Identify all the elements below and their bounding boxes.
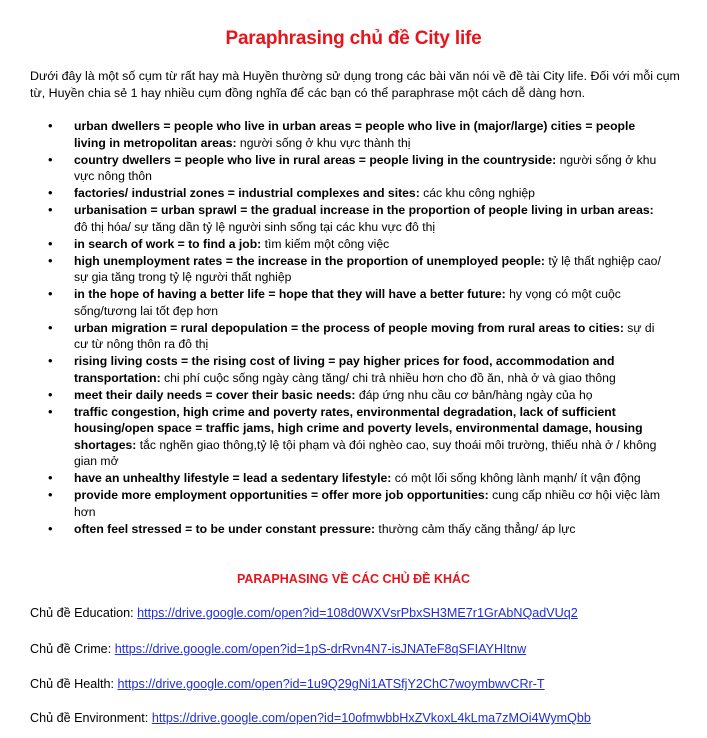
phrase-english: urban dwellers = people who live in urban areas = people who live in (major/large) cities = people living in metropolitan areas: <box>74 119 636 150</box>
topic-link[interactable]: https://drive.google.com/open?id=10ofmwbbHxZVkoxL4kLma7zMOi4WymQbb <box>151 711 591 725</box>
phrase-english: urbanisation = urban sprawl = the gradual increase in the proportion of people living in urban areas: <box>74 203 654 217</box>
phrase-vietnamese: chi phí cuộc sống ngày càng tăng/ chi trả nhiều hơn cho đồ ăn, nhà ở và giao thông <box>160 370 616 385</box>
intro-paragraph: Dưới đây là một số cụm từ rất hay mà Huyền thường sử dụng trong các bài văn nói về đề tài City life. Đối với mỗi cụm từ, Huyền chia sẻ 1 hay nhiều cụm đồng nghĩa để các bạn có thể paraphrase một cách dễ dàng hơn. <box>30 69 680 100</box>
phrase-vietnamese: đô thị hóa/ sự tăng dần tỷ lệ người sinh sống tại các khu vực đô thị <box>74 219 436 234</box>
phrase-english: factories/ industrial zones = industrial complexes and sites: <box>74 186 420 200</box>
topic-link[interactable]: https://drive.google.com/open?id=1u9Q29gNi1ATSfjY2ChC7woymbwvCRr-T <box>117 677 545 691</box>
phrase-english: often feel stressed = to be under constant pressure: <box>74 521 376 536</box>
topic-label: Chủ đề Crime: <box>30 642 115 656</box>
phrase-english: rising living costs = the rising cost of living = pay higher prices for food, accommodation and transportation: <box>74 354 615 385</box>
phrase-vietnamese: thường cảm thấy căng thẳng/ áp lực <box>375 521 576 536</box>
phrase-vietnamese: cung cấp nhiều cơ hội việc làm hơn <box>74 488 661 519</box>
phrase-english: country dwellers = people who live in rural areas = people living in the countryside: <box>74 152 557 167</box>
list-item <box>30 404 670 470</box>
phrase-vietnamese: tỷ lệ thất nghiệp cao/ sự gia tăng trong tỷ lệ người thất nghiệp <box>74 253 661 284</box>
list-item <box>30 253 670 286</box>
list-item <box>30 236 670 253</box>
phrase-english: in the hope of having a better life = hope that they will have a better future: <box>74 287 506 301</box>
phrase-vietnamese: tắc nghẽn giao thông,tỷ lệ tội phạm và đói nghèo cao, suy thoái môi trường, thiếu nhà ở / không gian mở <box>74 437 657 468</box>
page-title: Paraphrasing chủ đề City life <box>225 28 482 49</box>
phrase-vietnamese: người sống ở khu vực nông thôn <box>74 152 657 183</box>
topic-link[interactable]: https://drive.google.com/open?id=1pS-drRvn4N7-isJNATeF8qSFIAYHItnw <box>114 642 527 656</box>
topic-label: Chủ đề Health: <box>30 677 118 691</box>
topic-education <box>30 606 578 620</box>
topic-environment <box>30 711 591 725</box>
phrase-vietnamese: người sống ở khu vực thành thị <box>236 135 411 150</box>
phrase-vietnamese: sự di cư từ nông thôn ra đô thị <box>74 320 655 351</box>
list-item <box>30 487 670 520</box>
list-item <box>30 152 670 185</box>
phrase-english: traffic congestion, high crime and poverty rates, environmental degradation, lack of sufficient housing/open space = traffic jams, high crime and poverty levels, environmental damage, housing shortages: <box>74 404 643 452</box>
list-item <box>30 185 670 202</box>
phrase-vietnamese: các khu công nghiệp <box>419 186 535 200</box>
list-item <box>30 470 670 487</box>
list-item <box>30 320 670 353</box>
phrase-english: in search of work = to find a job: <box>74 236 262 251</box>
phrase-english: provide more employment opportunities = offer more job opportunities: <box>74 488 489 502</box>
topic-crime <box>30 642 526 656</box>
topic-label: Chủ đề Education: <box>30 606 138 620</box>
phrase-vietnamese: có một lối sống không lành mạnh/ ít vận động <box>391 471 641 485</box>
phrase-vietnamese: tìm kiếm một công việc <box>261 236 390 251</box>
phrase-english: have an unhealthy lifestyle = lead a sedentary lifestyle: <box>74 471 392 485</box>
topic-label: Chủ đề Environment: <box>30 711 152 725</box>
list-item <box>30 202 670 235</box>
list-item <box>30 353 670 386</box>
phrase-english: urban migration = rural depopulation = the process of people moving from rural areas to cities: <box>74 320 624 335</box>
phrase-english: meet their daily needs = cover their basic needs: <box>74 387 356 402</box>
list-item <box>30 387 670 404</box>
phrase-vietnamese: đáp ứng nhu cầu cơ bản/hàng ngày của họ <box>355 387 593 402</box>
list-item <box>30 521 670 538</box>
topic-link[interactable]: https://drive.google.com/open?id=108d0WXVsrPbxSH3ME7r1GrAbNQadVUq2 <box>137 606 578 620</box>
phrase-english: high unemployment rates = the increase in the proportion of unemployed people: <box>74 253 545 268</box>
phrase-vietnamese: hy vọng có một cuộc sống/tương lai tốt đẹp hơn <box>74 287 621 318</box>
topic-health <box>30 677 545 691</box>
phrase-list <box>30 118 670 538</box>
list-item <box>30 118 670 151</box>
list-item <box>30 286 670 319</box>
section-title: PARAPHASING VỀ CÁC CHỦ ĐỀ KHÁC <box>236 572 471 586</box>
